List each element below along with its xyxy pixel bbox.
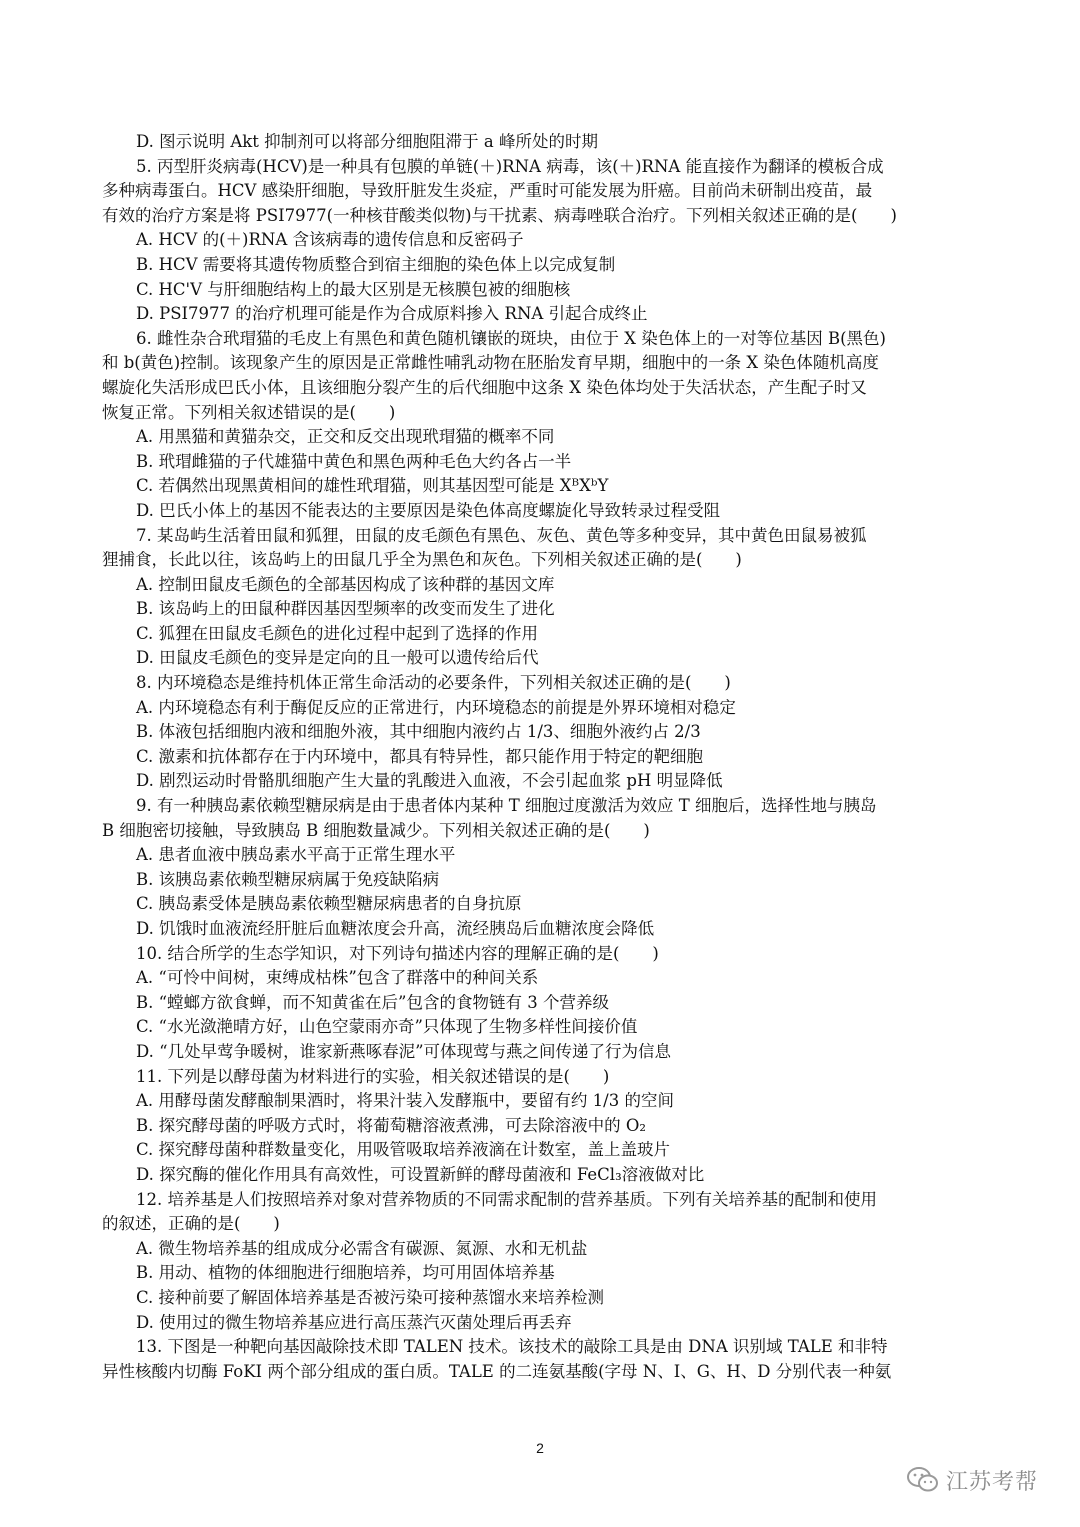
answer-option-line: D. 使用过的微生物培养基应进行高压蒸汽灭菌处理后再丢弃 [136, 1312, 572, 1332]
answer-option-line: B. 该岛屿上的田鼠种群因基因型频率的改变而发生了进化 [136, 599, 555, 619]
answer-option-line: B. 用动、植物的体细胞进行细胞培养，均可用固体培养基 [136, 1263, 555, 1283]
question-text-line: 5. 丙型肝炎病毒(HCV)是一种具有包膜的单链(＋)RNA 病毒，该(＋)RNA 能直接作为翻译的模板合成 [136, 156, 884, 176]
answer-option-line: D. 巴氏小体上的基因不能表达的主要原因是染色体高度螺旋化导致转录过程受阻 [136, 500, 721, 520]
question-text-line: 12. 培养基是人们按照培养对象对营养物质的不同需求配制的营养基质。下列有关培养基的配制和使用 [136, 1189, 877, 1209]
answer-option-line: A. 患者血液中胰岛素水平高于正常生理水平 [136, 845, 456, 865]
answer-option-line: C. 激素和抗体都存在于内环境中，都具有特异性，都只能作用于特定的靶细胞 [136, 746, 704, 766]
answer-option-line: D. 饥饿时血液流经肝脏后血糖浓度会升高，流经胰岛后血糖浓度会降低 [136, 919, 655, 938]
answer-option-line: B. HCV 需要将其遗传物质整合到宿主细胞的染色体上以完成复制 [136, 254, 616, 274]
question-text-line: 9. 有一种胰岛素依赖型糖尿病是由于患者体内某种 T 细胞过度激活为效应 T 细胞后，选择性地与胰岛 [136, 796, 877, 816]
question-text-line: 的叙述，正确的是( ) [102, 1214, 280, 1234]
answer-option-line: A. 用酵母菌发酵酿制果酒时，将果汁装入发酵瓶中，要留有约 1/3 的空间 [136, 1091, 674, 1111]
answer-option-line: A. 控制田鼠皮毛颜色的全部基因构成了该种群的基因文库 [136, 574, 555, 594]
watermark-text: 江苏考帮 [946, 1469, 1039, 1495]
question-text-line: 13. 下图是一种靶向基因敲除技术即 TALEN 技术。该技术的敲除工具是由 DNA 识别域 TALE 和非特 [136, 1337, 888, 1357]
answer-option-line: D. 剧烈运动时骨骼肌细胞产生大量的乳酸进入血液，不会引起血浆 pH 明显降低 [136, 771, 723, 791]
answer-option-line: D. 图示说明 Akt 抑制剂可以将部分细胞阻滞于 a 峰所处的时期 [136, 132, 598, 151]
answer-option-line: A. 内环境稳态有利于酶促反应的正常进行，内环境稳态的前提是外界环境相对稳定 [136, 697, 736, 717]
answer-option-line: C. 若偶然出现黑黄相间的雄性玳瑁猫，则其基因型可能是 XᴮXᵇY [136, 476, 609, 496]
answer-option-line: A. HCV 的(＋)RNA 含该病毒的遗传信息和反密码子 [136, 230, 524, 250]
answer-option-line: C. 接种前要了解固体培养基是否被污染可接种蒸馏水来培养检测 [136, 1287, 605, 1307]
answer-option-line: B. 探究酵母菌的呼吸方式时，将葡萄糖溶液煮沸，可去除溶液中的 O₂ [136, 1115, 647, 1135]
question-text-line: 10. 结合所学的生态学知识，对下列诗句描述内容的理解正确的是( ) [136, 943, 659, 963]
question-text-line: 狸捕食，长此以往，该岛屿上的田鼠几乎全为黑色和灰色。下列相关叙述正确的是( ) [102, 550, 742, 570]
question-text-line: 多种病毒蛋白。HCV 感染肝细胞，导致肝脏发生炎症，严重时可能发展为肝癌。目前尚未研制出疫苗，最 [102, 181, 873, 201]
answer-option-line: D. 田鼠皮毛颜色的变异是定向的且一般可以遗传给后代 [136, 648, 539, 668]
answer-option-line: B. 该胰岛素依赖型糖尿病属于免疫缺陷病 [136, 869, 440, 889]
answer-option-line: D. 探究酶的催化作用具有高效性，可设置新鲜的酵母菌液和 FeCl₃溶液做对比 [136, 1164, 705, 1184]
question-text-line: 和 b(黄色)控制。该现象产生的原因是正常雌性哺乳动物在胚胎发育早期，细胞中的一条 X 染色体随机高度 [102, 353, 879, 373]
answer-option-line: B. “螳螂方欲食蝉，而不知黄雀在后”包含的食物链有 3 个营养级 [136, 992, 609, 1012]
answer-option-line: B. 体液包括细胞内液和细胞外液，其中细胞内液约占 1/3、细胞外液约占 2/3 [136, 722, 701, 742]
question-text-line: 6. 雌性杂合玳瑁猫的毛皮上有黑色和黄色随机镶嵌的斑块，由位于 X 染色体上的一对等位基因 B(黑色) [136, 328, 886, 348]
wechat-icon [906, 1465, 940, 1495]
answer-option-line: C. “水光潋滟晴方好，山色空蒙雨亦奇”只体现了生物多样性间接价值 [136, 1017, 638, 1037]
answer-option-line: B. 玳瑁雌猫的子代雄猫中黄色和黑色两种毛色大约各占一半 [136, 451, 572, 471]
page-number: 2 [536, 1440, 544, 1456]
question-text-line: B 细胞密切接触，导致胰岛 B 细胞数量减少。下列相关叙述正确的是( ) [102, 820, 650, 840]
answer-option-line: D. PSI7977 的治疗机理可能是作为合成原料掺入 RNA 引起合成终止 [136, 304, 648, 324]
answer-option-line: C. 胰岛素受体是胰岛素依赖型糖尿病患者的自身抗原 [136, 894, 522, 914]
question-text-line: 11. 下列是以酵母菌为材料进行的实验，相关叙述错误的是( ) [136, 1066, 610, 1086]
question-text-line: 恢复正常。下列相关叙述错误的是( ) [102, 402, 396, 422]
answer-option-line: D. “几处早莺争暖树，谁家新燕啄春泥”可体现莺与燕之间传递了行为信息 [136, 1041, 672, 1061]
question-text-line: 螺旋化失活形成巴氏小体，且该细胞分裂产生的后代细胞中这条 X 染色体均处于失活状态，产生配子时又 [102, 377, 867, 397]
question-text-line: 有效的治疗方案是将 PSI7977(一种核苷酸类似物)与干扰素、病毒唑联合治疗。下列相关叙述正确的是( ) [102, 205, 897, 225]
answer-option-line: A. “可怜中间树，束缚成枯株”包含了群落中的种间关系 [136, 968, 539, 988]
question-text-line: 7. 某岛屿生活着田鼠和狐狸，田鼠的皮毛颜色有黑色、灰色、黄色等多种变异，其中黄色田鼠易被狐 [136, 525, 867, 545]
page-content [102, 130, 982, 1384]
watermark [906, 1460, 1066, 1500]
answer-option-line: A. 用黑猫和黄猫杂交，正交和反交出现玳瑁猫的概率不同 [136, 427, 555, 447]
question-text-line: 8. 内环境稳态是维持机体正常生命活动的必要条件，下列相关叙述正确的是( ) [136, 673, 731, 693]
answer-option-line: C. 探究酵母菌种群数量变化，用吸管吸取培养液滴在计数室，盖上盖玻片 [136, 1140, 671, 1160]
answer-option-line: C. 狐狸在田鼠皮毛颜色的进化过程中起到了选择的作用 [136, 623, 539, 643]
answer-option-line: A. 微生物培养基的组成成分必需含有碳源、氮源、水和无机盐 [136, 1238, 588, 1258]
answer-option-line: C. HC'V 与肝细胞结构上的最大区别是无核膜包被的细胞核 [136, 279, 571, 299]
question-text-line: 异性核酸内切酶 FoKI 两个部分组成的蛋白质。TALE 的二连氨基酸(字母 N、I、G、H、D 分别代表一种氨 [102, 1361, 892, 1381]
